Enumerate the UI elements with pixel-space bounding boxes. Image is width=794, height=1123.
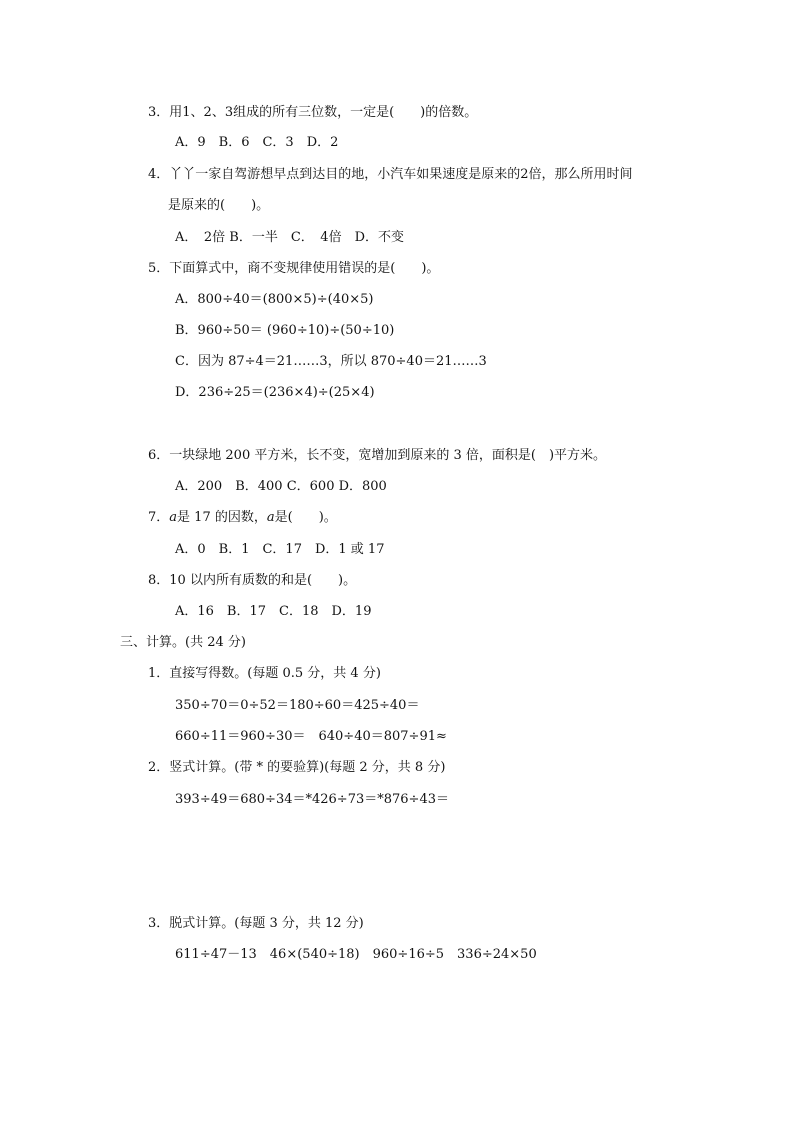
q7-stem xyxy=(148,509,337,527)
q7-variable-a-second: a xyxy=(266,510,275,525)
q5-option-b: B．960÷50＝ (960÷10)÷(50÷10) xyxy=(175,323,395,338)
q4-options: A． 2倍 B．一半 C． 4倍 D．不变 xyxy=(175,230,404,245)
q7-variable-a: a xyxy=(169,510,178,525)
q4-stem-line2: 是原来的( )。 xyxy=(168,198,270,213)
q7-stem-middle: 是 17 的因数， xyxy=(177,510,267,525)
q4-stem-line1: 4．丫丫一家自驾游想早点到达目的地，小汽车如果速度是原来的2倍，那么所用时间 xyxy=(148,167,633,182)
section3-part1-title: 1．直接写得数。(每题 0.5 分，共 4 分) xyxy=(148,666,381,681)
q6-stem: 6．一块绿地 200 平方米，长不变，宽增加到原来的 3 倍，面积是( )平方米。 xyxy=(148,448,607,463)
q5-option-d: D．236÷25＝(236×4)÷(25×4) xyxy=(175,385,375,400)
q7-stem-tail: 是( )。 xyxy=(274,510,337,525)
section3-part3-row1: 611÷47－13 46×(540÷18) 960÷16÷5 336÷24×50 xyxy=(175,947,537,962)
q5-option-c: C．因为 87÷4＝21……3，所以 870÷40＝21……3 xyxy=(175,354,487,369)
section3-part1-row2: 660÷11＝960÷30＝ 640÷40＝807÷91≈ xyxy=(175,729,447,744)
section3-heading: 三、计算。(共 24 分) xyxy=(120,635,246,650)
section3-part3-title: 3．脱式计算。(每题 3 分，共 12 分) xyxy=(148,916,364,931)
q8-options: A．16 B．17 C．18 D．19 xyxy=(175,604,372,619)
section3-part1-row1: 350÷70＝0÷52＝180÷60＝425÷40＝ xyxy=(175,698,420,713)
q5-stem: 5．下面算式中，商不变规律使用错误的是( )。 xyxy=(148,261,440,276)
section3-part2-title: 2．竖式计算。(带 * 的要验算)(每题 2 分，共 8 分) xyxy=(148,760,446,775)
q7-options: A．0 B．1 C．17 D．1 或 17 xyxy=(175,542,385,557)
section3-part2-row1: 393÷49＝680÷34＝*426÷73＝*876÷43＝ xyxy=(175,792,449,807)
q7-number: 7． xyxy=(148,510,170,525)
q3-stem: 3．用1、2、3组成的所有三位数，一定是( )的倍数。 xyxy=(148,105,478,120)
q6-options: A．200 B．400 C．600 D．800 xyxy=(175,479,387,494)
q8-stem: 8．10 以内所有质数的和是( )。 xyxy=(148,573,357,588)
q5-option-a: A．800÷40＝(800×5)÷(40×5) xyxy=(175,292,374,307)
q3-options: A．9 B．6 C．3 D．2 xyxy=(175,135,339,150)
